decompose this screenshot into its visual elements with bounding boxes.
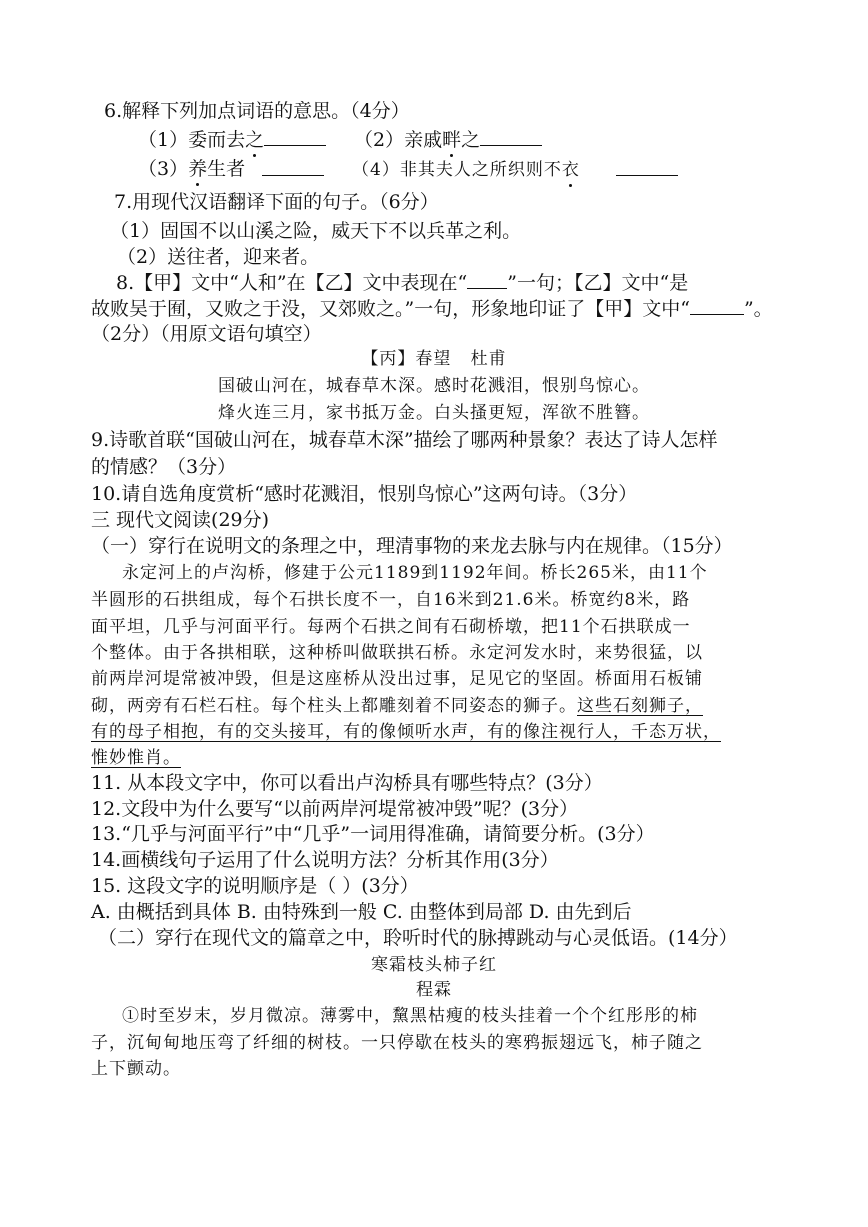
q6-item4-blank bbox=[616, 157, 678, 176]
q6-item2-text: （2）亲戚 bbox=[354, 129, 443, 151]
q9-line-1: 9.诗歌首联“国破山河在，城春草木深”描绘了哪两种景象？表达了诗人怎样 bbox=[91, 429, 718, 451]
passage-line-1: 永定河上的卢沟桥，修建于公元1189到1192年间。桥长265米，由11个 bbox=[122, 563, 708, 583]
q8-line-3: （2分）（用原文语句填空） bbox=[91, 323, 322, 345]
passage-line-6 bbox=[91, 694, 703, 718]
poem-line-1: 国破山河在，城春草木深。感时花溅泪，恨别鸟惊心。 bbox=[218, 376, 650, 396]
q6-item1 bbox=[138, 127, 326, 152]
q15-options: A. 由概括到具体 B. 由特殊到一般 C. 由整体到局部 D. 由先到后 bbox=[91, 901, 632, 923]
q6-item1-dotted: 之 bbox=[245, 129, 265, 151]
passage-line6-text: 砌，两旁有石栏石柱。每个柱头上都雕刻着不同姿态的狮子。 bbox=[91, 696, 577, 716]
q6-item4 bbox=[352, 158, 580, 182]
q6-item1-blank bbox=[264, 127, 326, 146]
essay-line-2: 子，沉甸甸地压弯了纤细的树枝。一只停歇在枝头的寒鸦振翅远飞，柿子随之 bbox=[91, 1033, 703, 1053]
poem-header bbox=[0, 347, 868, 371]
q13-text: 13.“几乎与河面平行”中“几乎”一词用得准确，请简要分析。(3分） bbox=[91, 823, 655, 845]
q6-item4-text: （4）非其夫人之所织则不 bbox=[352, 160, 562, 180]
q7-sentence-1: （1）固国不以山溪之险，威天下不以兵革之利。 bbox=[110, 220, 522, 242]
q8-line1-text: 8.【甲】文中“人和”在【乙】文中表现在“ bbox=[116, 272, 468, 294]
q6-title: 6.解释下列加点词语的意思。（4分） bbox=[104, 100, 410, 122]
poem-title: 【丙】春望 bbox=[361, 349, 452, 369]
q14-text: 14.画横线句子运用了什么说明方法？分析其作用(3分） bbox=[91, 849, 559, 871]
q6-item3-blank bbox=[262, 157, 324, 176]
q7-title: 7.用现代汉语翻译下面的句子。（6分） bbox=[114, 191, 439, 213]
part2-heading: （二）穿行在现代文的篇章之中，聆听时代的脉搏跳动与心灵低语。(14分） bbox=[98, 927, 738, 949]
q9-line-2: 的情感？（3分） bbox=[91, 456, 237, 478]
passage-line-5: 前两岸河堤常被冲毁，但是这座桥从没出过事，足见它的坚固。桥面用石板铺 bbox=[91, 669, 703, 689]
essay-author: 程霖 bbox=[416, 980, 452, 1000]
q8-blank-2 bbox=[690, 296, 744, 315]
poem-author: 杜甫 bbox=[470, 349, 507, 369]
q8-line-1 bbox=[116, 270, 688, 295]
q6-item3-dotted: 养 bbox=[188, 158, 208, 180]
q15-text: 15. 这段文字的说明顺序是（ ）(3分） bbox=[91, 875, 419, 897]
q6-item3-text: （3） bbox=[138, 158, 189, 180]
section-3-heading: 三 现代文阅读(29分) bbox=[91, 509, 270, 531]
q11-text: 11. 从本段文字中，你可以看出卢沟桥具有哪些特点？(3分） bbox=[91, 772, 603, 794]
q6-item3-text2: 生者 bbox=[207, 158, 246, 180]
q12-text: 12.文段中为什么要写“以前两岸河堤常被冲毁”呢？(3分） bbox=[91, 798, 579, 820]
q6-item4-dotted: 衣 bbox=[561, 160, 580, 180]
essay-line-1: ①时至岁末，岁月微凉。薄雾中，黧黑枯瘦的枝头挂着一个个红彤彤的柿 bbox=[122, 1006, 698, 1026]
q8-line2-text2: ”。 bbox=[743, 298, 773, 320]
q8-line2-text: 故败吴于囿，又败之于没，又郊败之。”一句，形象地印证了【甲】文中“ bbox=[91, 298, 690, 320]
q6-item2-text2: 之 bbox=[461, 129, 481, 151]
passage-underlined-line-7: 有的母子相抱，有的交头接耳，有的像倾听水声，有的像注视行人，千态万状， bbox=[91, 722, 721, 742]
essay-title: 寒霜枝头柿子红 bbox=[371, 955, 497, 975]
q8-line-2 bbox=[91, 296, 773, 321]
poem-line-2: 烽火连三月，家书抵万金。白头搔更短，浑欲不胜簪。 bbox=[218, 403, 650, 423]
q6-item2 bbox=[354, 127, 542, 152]
part1-heading: （一）穿行在说明文的条理之中，理清事物的来龙去脉与内在规律。（15分） bbox=[91, 535, 733, 557]
q6-item2-blank bbox=[480, 127, 542, 146]
essay-line-3: 上下颤动。 bbox=[91, 1059, 181, 1079]
passage-line-2: 半圆形的石拱组成，每个石拱长度不一，自16米到21.6米。桥宽约8米，路 bbox=[91, 590, 691, 610]
q8-line1-text2: ”一句；【乙】文中“是 bbox=[507, 272, 689, 294]
q10-text: 10.请自选角度赏析“感时花溅泪，恨别鸟惊心”这两句诗。（3分） bbox=[91, 483, 638, 505]
passage-line-4: 个整体。由于各拱相联，这种桥叫做联拱石桥。永定河发水时，来势很猛，以 bbox=[91, 643, 703, 663]
passage-underlined-line-8: 惟妙惟肖。 bbox=[91, 748, 181, 768]
passage-underlined-start: 这些石刻狮子， bbox=[577, 696, 703, 716]
q8-blank-1 bbox=[467, 270, 507, 289]
q7-sentence-2: （2）送往者，迎来者。 bbox=[117, 246, 320, 268]
q6-item1-text: （1）委而去 bbox=[138, 129, 246, 151]
q6-item3 bbox=[138, 157, 245, 181]
q6-item2-dotted: 畔 bbox=[442, 129, 462, 151]
passage-line-3: 面平坦，几乎与河面平行。每两个石拱之间有石砌桥墩，把11个石拱联成一 bbox=[91, 617, 691, 637]
